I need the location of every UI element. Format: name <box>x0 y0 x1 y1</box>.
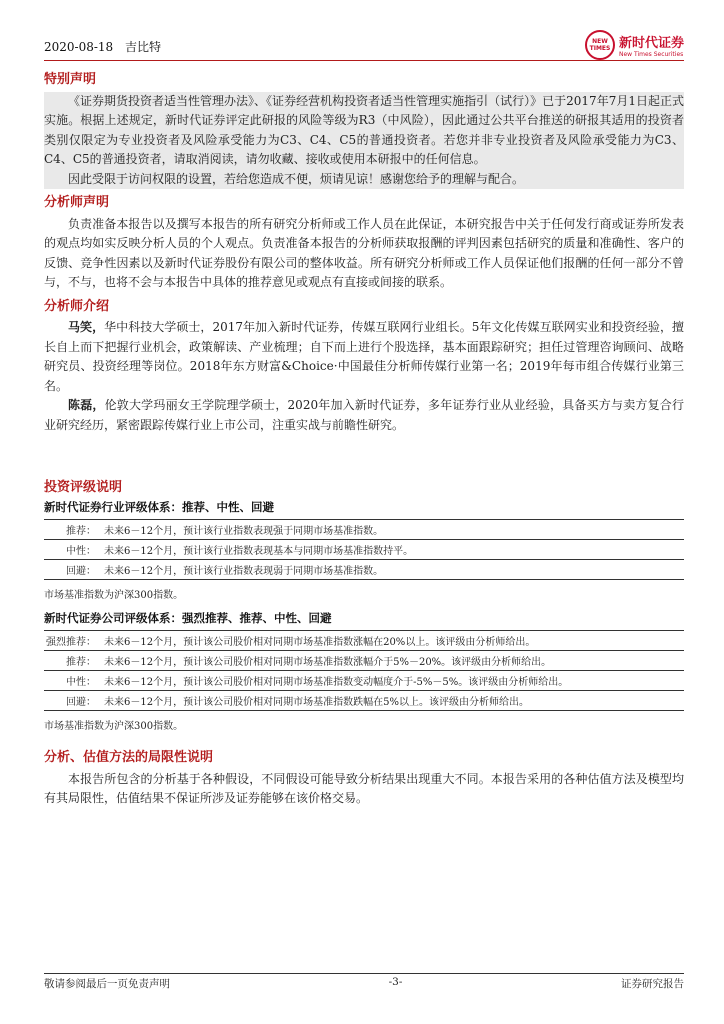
industry-note: 市场基准指数为沪深300指数。 <box>44 590 184 601</box>
special-title: 特别声明 <box>44 72 97 87</box>
rating-label: 推荐： <box>66 526 96 537</box>
rating-label: 回避： <box>66 697 96 708</box>
table-row <box>44 519 684 540</box>
analyst-1-text: 华中科技大学硕士，2017年加入新时代证券，传媒互联网行业组长。5年文化传媒互联网实业和投资经验，擅长自上而下把握行业机会，政策解读、产业梳理；自下而上进行个股选择，基本面跟踪研究；担任过管理咨询顾问、战略研究员、投资经理等岗位。2018年东方财富&Choice·中国最佳分析师传媒行业第一名；2019年每市组合传媒行业第三名。 <box>44 320 684 393</box>
rating-desc: 未来6－12个月，预计该行业指数表现强于同期市场基准指数。 <box>104 526 384 537</box>
table-row <box>44 560 684 580</box>
header-divider <box>44 60 684 61</box>
analyst-2-text: 伦敦大学玛丽女王学院理学硕士，2020年加入新时代证券，多年证券行业从业经验，具备买方与卖方复合行业研究经历，紧密跟踪传媒行业上市公司，注重实战与前瞻性研究。 <box>44 398 684 432</box>
main-content <box>44 66 684 435</box>
rating-desc: 未来6－12个月，预计该公司股价相对同期市场基准指数涨幅在20%以上。该评级由分析师给出。 <box>104 637 536 648</box>
table-row <box>44 691 684 711</box>
rating-title: 投资评级说明 <box>44 480 123 495</box>
footer-disclaimer: 敬请参阅最后一页免责声明 <box>44 978 170 990</box>
special-box <box>44 92 684 190</box>
page-number: -3- <box>388 976 403 988</box>
analyst-1-intro <box>44 318 684 396</box>
company-note: 市场基准指数为沪深300指数。 <box>44 721 184 732</box>
page-header <box>44 30 684 60</box>
limits-section <box>44 744 684 809</box>
table-row <box>44 630 684 651</box>
company-rating-table <box>44 630 684 711</box>
analyst-2-intro <box>44 396 684 435</box>
rating-desc: 未来6－12个月，预计该行业指数表现基本与同期市场基准指数持平。 <box>104 546 414 557</box>
table-row <box>44 540 684 560</box>
analyst-statement-title: 分析师声明 <box>44 195 110 210</box>
rating-label: 回避： <box>66 566 96 577</box>
company-name: 吉比特 <box>125 40 162 54</box>
logo-mark-icon: NEW TIMES <box>585 30 615 60</box>
footer-report-type: 证券研究报告 <box>621 978 684 990</box>
company-rating-section <box>44 610 684 732</box>
header-meta <box>44 38 169 55</box>
report-date: 2020-08-18 <box>44 40 114 54</box>
analyst-2-name: 陈磊， <box>68 398 105 412</box>
industry-rating-table <box>44 519 684 580</box>
logo-name-cn: 新时代证券 <box>618 36 684 51</box>
rating-desc: 未来6－12个月，预计该公司股价相对同期市场基准指数涨幅介于5%－20%。该评级由分析师给出。 <box>104 657 552 668</box>
page-footer <box>44 973 684 991</box>
special-paragraph-1: 《证券期货投资者适当性管理办法》、《证券经营机构投资者适当性管理实施指引（试行）》已于2017年7月1日起正式实施。根据上述规定，新时代证券评定此研报的风险等级为R3（中风险），因此通过公共平台推送的研报其适用的投资者类别仅限定为专业投资者及风险承受能力为C3、C4、C5的普通投资者。若您并非专业投资者及风险承受能力为C3、C4、C5的普通投资者，请取消阅读，请勿收藏、接收或使用本研报中的任何信息。 <box>44 93 684 166</box>
analyst-intro-title: 分析师介绍 <box>44 298 110 314</box>
rating-desc: 未来6－12个月，预计该公司股价相对同期市场基准指数跌幅在5%以上。该评级由分析师给出。 <box>104 697 529 708</box>
rating-desc: 未来6－12个月，预计该行业指数表现弱于同期市场基准指数。 <box>104 566 384 577</box>
analyst-1-name: 马笑， <box>68 320 105 334</box>
industry-rating-title: 新时代证券行业评级体系：推荐、中性、回避 <box>44 500 274 514</box>
rating-section <box>44 476 684 601</box>
rating-label: 强烈推荐： <box>46 637 96 648</box>
limits-paragraph: 本报告所包含的分析基于各种假设，不同假设可能导致分析结果出现重大不同。本报告采用的各种估值方法及模型均有其局限性，估值结果不保证所涉及证券能够在该价格交易。 <box>44 771 684 805</box>
brand-logo <box>585 30 684 60</box>
rating-desc: 未来6－12个月，预计该公司股价相对同期市场基准指数变动幅度介于-5%－5%。该评级由分析师给出。 <box>104 677 569 688</box>
table-row <box>44 651 684 671</box>
logo-name-en: New Times Securities <box>618 51 684 58</box>
rating-label: 中性： <box>66 546 96 557</box>
analyst-statement-paragraph: 负责准备本报告以及撰写本报告的所有研究分析师或工作人员在此保证，本研究报告中关于任何发行商或证券所发表的观点均如实反映分析人员的个人观点。负责准备本报告的分析师获取报酬的评判因素包括研究的质量和准确性、客户的反馈、竞争性因素以及新时代证券股份有限公司的整体收益。所有研究分析师或工作人员保证他们报酬的任何一部分不曾与，不与，也将不会与本报告中具体的推荐意见或观点有直接或间接的联系。 <box>44 216 684 289</box>
limits-title: 分析、估值方法的局限性说明 <box>44 750 214 765</box>
table-row <box>44 671 684 691</box>
rating-label: 中性： <box>66 677 96 688</box>
rating-label: 推荐： <box>66 657 96 668</box>
special-paragraph-2: 因此受限于访问权限的设置，若给您造成不便，烦请见谅！感谢您给予的理解与配合。 <box>68 171 525 186</box>
company-rating-title: 新时代证券公司评级体系：强烈推荐、推荐、中性、回避 <box>44 611 332 625</box>
